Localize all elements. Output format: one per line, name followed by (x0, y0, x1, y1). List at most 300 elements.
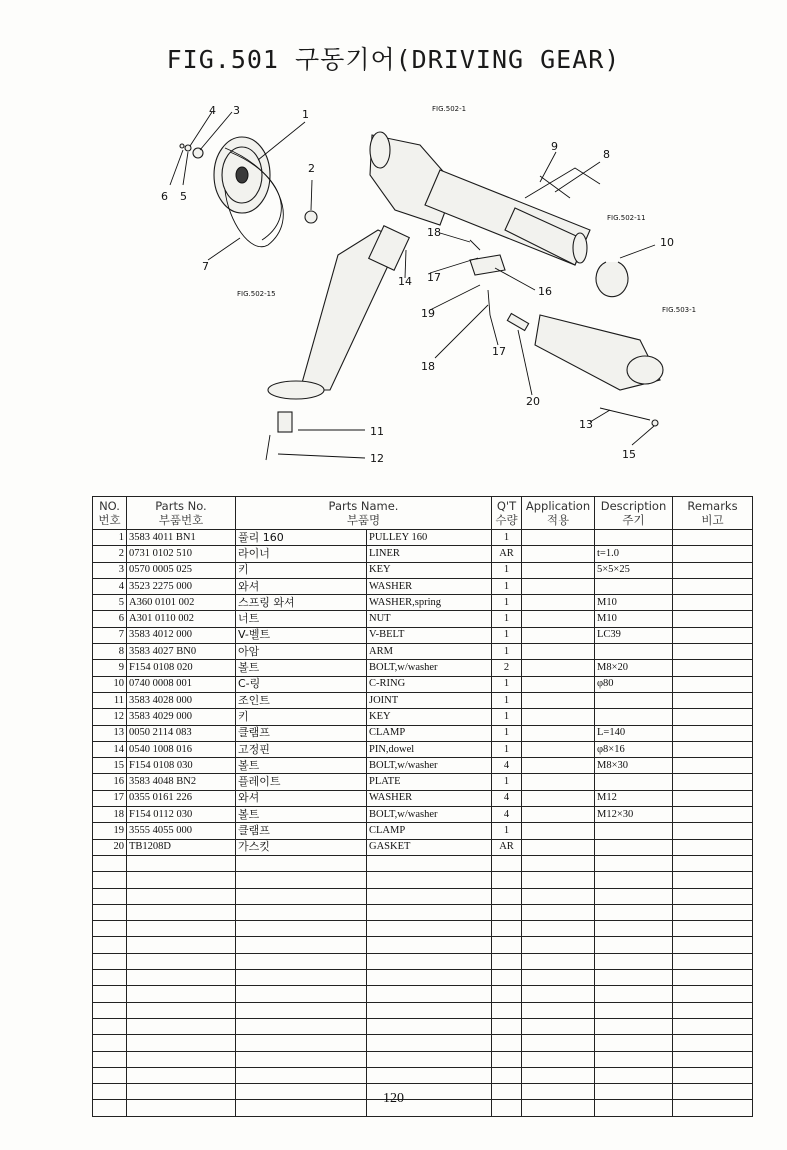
description-cell: t=1.0 (595, 546, 673, 562)
fig-ref-502-1: FIG.502-1 (432, 105, 467, 113)
empty-cell (673, 1051, 753, 1067)
row-number-cell: 6 (93, 611, 127, 627)
row-number-cell: 4 (93, 578, 127, 594)
part-number-cell: F154 0108 030 (127, 758, 236, 774)
empty-cell (595, 937, 673, 953)
callout-18b: 18 (421, 360, 435, 373)
quantity-cell: 1 (492, 562, 522, 578)
description-cell: LC39 (595, 627, 673, 643)
empty-cell (93, 921, 127, 937)
table-row (93, 578, 753, 594)
empty-cell (367, 986, 492, 1002)
empty-cell (236, 888, 367, 904)
application-cell (522, 562, 595, 578)
empty-cell (522, 1051, 595, 1067)
remarks-cell (673, 676, 753, 692)
part-number-cell: 0050 2114 083 (127, 725, 236, 741)
quantity-cell: 1 (492, 644, 522, 660)
quantity-cell: 1 (492, 627, 522, 643)
part-number-cell: F154 0112 030 (127, 807, 236, 823)
table-row (93, 774, 753, 790)
part-number-cell: 3583 4048 BN2 (127, 774, 236, 790)
row-number-cell: 3 (93, 562, 127, 578)
part-number-cell: 0570 0005 025 (127, 562, 236, 578)
empty-cell (93, 855, 127, 871)
remarks-cell (673, 660, 753, 676)
callout-11: 11 (370, 425, 384, 438)
callout-12: 12 (370, 452, 384, 465)
empty-cell (673, 1002, 753, 1018)
empty-cell (93, 937, 127, 953)
part-name-english-cell: WASHER (367, 578, 492, 594)
remarks-cell (673, 741, 753, 757)
description-cell: 5×5×25 (595, 562, 673, 578)
row-number-cell: 16 (93, 774, 127, 790)
empty-cell (367, 1051, 492, 1067)
callout-8: 8 (603, 148, 610, 161)
callout-2: 2 (308, 162, 315, 175)
empty-cell (127, 953, 236, 969)
empty-cell (673, 1035, 753, 1051)
row-number-cell: 15 (93, 758, 127, 774)
empty-table-row (93, 1002, 753, 1018)
empty-cell (492, 872, 522, 888)
empty-cell (595, 953, 673, 969)
empty-cell (93, 953, 127, 969)
empty-cell (595, 904, 673, 920)
callout-5: 5 (180, 190, 187, 203)
empty-cell (522, 937, 595, 953)
empty-cell (673, 888, 753, 904)
empty-cell (595, 1018, 673, 1034)
table-row (93, 725, 753, 741)
table-row (93, 562, 753, 578)
part-name-english-cell: PIN,dowel (367, 741, 492, 757)
callout-7: 7 (202, 260, 209, 273)
callout-17a: 17 (427, 271, 441, 284)
part-name-english-cell: BOLT,w/washer (367, 758, 492, 774)
application-cell (522, 692, 595, 708)
empty-cell (93, 1018, 127, 1034)
empty-cell (236, 1051, 367, 1067)
empty-cell (127, 970, 236, 986)
table-row (93, 823, 753, 839)
description-cell: M10 (595, 611, 673, 627)
empty-cell (522, 872, 595, 888)
quantity-cell: 1 (492, 823, 522, 839)
empty-cell (595, 1051, 673, 1067)
empty-cell (93, 1067, 127, 1083)
callout-13: 13 (579, 418, 593, 431)
description-cell: L=140 (595, 725, 673, 741)
table-row (93, 839, 753, 855)
empty-cell (522, 1018, 595, 1034)
col-application-header: Application 적용 (522, 497, 595, 530)
empty-cell (595, 1035, 673, 1051)
gear-housing (370, 132, 628, 297)
remarks-cell (673, 530, 753, 546)
part-name-korean-cell: 고정핀 (236, 741, 367, 757)
parts-table-body (93, 530, 753, 1117)
part-number-cell: 3583 4029 000 (127, 709, 236, 725)
table-row (93, 627, 753, 643)
remarks-cell (673, 562, 753, 578)
application-cell (522, 725, 595, 741)
empty-cell (367, 855, 492, 871)
part-name-korean-cell: 너트 (236, 611, 367, 627)
empty-cell (492, 937, 522, 953)
description-cell: φ80 (595, 676, 673, 692)
empty-cell (236, 921, 367, 937)
empty-cell (367, 1035, 492, 1051)
quantity-cell: 1 (492, 725, 522, 741)
empty-cell (492, 986, 522, 1002)
empty-cell (236, 953, 367, 969)
empty-cell (236, 872, 367, 888)
part-name-english-cell: CLAMP (367, 823, 492, 839)
empty-cell (127, 872, 236, 888)
part-name-korean-cell: 키 (236, 709, 367, 725)
empty-cell (522, 986, 595, 1002)
empty-table-row (93, 970, 753, 986)
callout-20: 20 (526, 395, 540, 408)
remarks-cell (673, 627, 753, 643)
empty-cell (236, 1035, 367, 1051)
table-row (93, 546, 753, 562)
row-number-cell: 11 (93, 692, 127, 708)
empty-table-row (93, 921, 753, 937)
empty-cell (127, 904, 236, 920)
empty-cell (127, 888, 236, 904)
empty-cell (492, 855, 522, 871)
application-cell (522, 611, 595, 627)
empty-cell (127, 855, 236, 871)
empty-cell (236, 937, 367, 953)
remarks-cell (673, 774, 753, 790)
empty-cell (93, 872, 127, 888)
col-description-header: Description 주기 (595, 497, 673, 530)
empty-cell (236, 986, 367, 1002)
part-number-cell: F154 0108 020 (127, 660, 236, 676)
application-cell (522, 546, 595, 562)
empty-cell (522, 921, 595, 937)
empty-cell (367, 937, 492, 953)
empty-cell (595, 970, 673, 986)
part-name-korean-cell: 와셔 (236, 578, 367, 594)
description-cell: M8×20 (595, 660, 673, 676)
empty-cell (673, 904, 753, 920)
part-name-korean-cell: 플레이트 (236, 774, 367, 790)
empty-cell (492, 1067, 522, 1083)
application-cell (522, 741, 595, 757)
empty-cell (673, 1067, 753, 1083)
remarks-cell (673, 595, 753, 611)
empty-cell (595, 1067, 673, 1083)
callout-3: 3 (233, 104, 240, 117)
remarks-cell (673, 644, 753, 660)
callout-10: 10 (660, 236, 674, 249)
row-number-cell: 5 (93, 595, 127, 611)
part-name-korean-cell: 볼트 (236, 807, 367, 823)
part-number-cell: 0540 1008 016 (127, 741, 236, 757)
remarks-cell (673, 709, 753, 725)
page-title: FIG.501 구동기어(DRIVING GEAR) (166, 45, 621, 74)
row-number-cell: 20 (93, 839, 127, 855)
description-cell: φ8×16 (595, 741, 673, 757)
application-cell (522, 758, 595, 774)
application-cell (522, 595, 595, 611)
empty-cell (367, 970, 492, 986)
empty-cell (236, 970, 367, 986)
empty-table-row (93, 1067, 753, 1083)
quantity-cell: 1 (492, 530, 522, 546)
callout-16: 16 (538, 285, 552, 298)
empty-table-row (93, 855, 753, 871)
part-name-english-cell: KEY (367, 562, 492, 578)
row-number-cell: 9 (93, 660, 127, 676)
part-number-cell: 3583 4027 BN0 (127, 644, 236, 660)
part-name-english-cell: WASHER,spring (367, 595, 492, 611)
table-row (93, 758, 753, 774)
empty-cell (236, 855, 367, 871)
part-name-korean-cell: 라이너 (236, 546, 367, 562)
empty-cell (522, 970, 595, 986)
pulley-assembly (180, 137, 317, 247)
table-row (93, 709, 753, 725)
application-cell (522, 823, 595, 839)
application-cell (522, 578, 595, 594)
callout-4: 4 (209, 104, 216, 117)
part-name-english-cell: C-RING (367, 676, 492, 692)
callout-6: 6 (161, 190, 168, 203)
fig-ref-502-15: FIG.502-15 (237, 290, 276, 298)
row-number-cell: 13 (93, 725, 127, 741)
col-parts-no-header: Parts No. 부품번호 (127, 497, 236, 530)
application-cell (522, 807, 595, 823)
empty-table-row (93, 904, 753, 920)
part-name-english-cell: JOINT (367, 692, 492, 708)
empty-cell (93, 1035, 127, 1051)
table-row (93, 660, 753, 676)
empty-table-row (93, 872, 753, 888)
callout-9: 9 (551, 140, 558, 153)
empty-cell (236, 1002, 367, 1018)
remarks-cell (673, 725, 753, 741)
part-name-korean-cell: 볼트 (236, 758, 367, 774)
empty-cell (93, 888, 127, 904)
callout-17b: 17 (492, 345, 506, 358)
remarks-cell (673, 578, 753, 594)
empty-cell (673, 872, 753, 888)
row-number-cell: 2 (93, 546, 127, 562)
part-name-english-cell: KEY (367, 709, 492, 725)
empty-cell (127, 1067, 236, 1083)
part-name-korean-cell: 와셔 (236, 790, 367, 806)
part-number-cell: 3523 2275 000 (127, 578, 236, 594)
empty-cell (673, 986, 753, 1002)
description-cell: M10 (595, 595, 673, 611)
row-number-cell: 18 (93, 807, 127, 823)
empty-cell (522, 855, 595, 871)
empty-cell (595, 855, 673, 871)
callout-1: 1 (302, 108, 309, 121)
empty-cell (127, 1035, 236, 1051)
description-cell (595, 709, 673, 725)
empty-cell (595, 921, 673, 937)
empty-cell (236, 904, 367, 920)
row-number-cell: 8 (93, 644, 127, 660)
empty-cell (673, 1018, 753, 1034)
empty-cell (492, 1051, 522, 1067)
empty-cell (595, 986, 673, 1002)
empty-cell (595, 872, 673, 888)
table-row (93, 807, 753, 823)
empty-cell (127, 1002, 236, 1018)
part-name-korean-cell: 조인트 (236, 692, 367, 708)
quantity-cell: 4 (492, 758, 522, 774)
empty-cell (673, 953, 753, 969)
part-name-english-cell: NUT (367, 611, 492, 627)
empty-cell (673, 970, 753, 986)
part-name-korean-cell: 가스킷 (236, 839, 367, 855)
quantity-cell: 1 (492, 741, 522, 757)
part-number-cell: A360 0101 002 (127, 595, 236, 611)
application-cell (522, 530, 595, 546)
empty-cell (522, 1067, 595, 1083)
remarks-cell (673, 692, 753, 708)
empty-cell (522, 888, 595, 904)
part-name-korean-cell: 클램프 (236, 725, 367, 741)
application-cell (522, 676, 595, 692)
application-cell (522, 709, 595, 725)
quantity-cell: 1 (492, 611, 522, 627)
row-number-cell: 17 (93, 790, 127, 806)
part-number-cell: TB1208D (127, 839, 236, 855)
part-number-cell: 0731 0102 510 (127, 546, 236, 562)
lower-gearbox (507, 314, 663, 426)
description-cell (595, 692, 673, 708)
remarks-cell (673, 758, 753, 774)
col-parts-name-header: Parts Name. 부품명 (236, 497, 492, 530)
description-cell (595, 823, 673, 839)
table-row (93, 692, 753, 708)
part-name-korean-cell: 클램프 (236, 823, 367, 839)
quantity-cell: 1 (492, 578, 522, 594)
empty-cell (93, 1051, 127, 1067)
empty-cell (492, 904, 522, 920)
page-number: 120 (383, 1091, 404, 1106)
remarks-cell (673, 839, 753, 855)
empty-cell (522, 1002, 595, 1018)
empty-cell (127, 986, 236, 1002)
empty-cell (492, 970, 522, 986)
empty-cell (127, 1018, 236, 1034)
table-row (93, 530, 753, 546)
part-number-cell: 3555 4055 000 (127, 823, 236, 839)
remarks-cell (673, 823, 753, 839)
table-row (93, 676, 753, 692)
part-name-english-cell: CLAMP (367, 725, 492, 741)
part-name-english-cell: BOLT,w/washer (367, 807, 492, 823)
plate-clamp (470, 240, 505, 315)
empty-cell (673, 921, 753, 937)
empty-cell (127, 921, 236, 937)
fig-ref-503-1: FIG.503-1 (662, 306, 697, 314)
quantity-cell: 1 (492, 595, 522, 611)
remarks-cell (673, 611, 753, 627)
empty-cell (367, 921, 492, 937)
application-cell (522, 774, 595, 790)
part-name-korean-cell: C-링 (236, 676, 367, 692)
row-number-cell: 10 (93, 676, 127, 692)
part-name-english-cell: PLATE (367, 774, 492, 790)
part-number-cell: 0740 0008 001 (127, 676, 236, 692)
part-name-korean-cell: 아암 (236, 644, 367, 660)
quantity-cell: 1 (492, 692, 522, 708)
quantity-cell: 4 (492, 790, 522, 806)
row-number-cell: 1 (93, 530, 127, 546)
description-cell: M12 (595, 790, 673, 806)
application-cell (522, 660, 595, 676)
empty-table-row (93, 888, 753, 904)
part-name-english-cell: ARM (367, 644, 492, 660)
vertical-shaft (266, 226, 409, 460)
empty-cell (93, 986, 127, 1002)
empty-cell (522, 1035, 595, 1051)
quantity-cell: 2 (492, 660, 522, 676)
row-number-cell: 19 (93, 823, 127, 839)
part-name-english-cell: BOLT,w/washer (367, 660, 492, 676)
description-cell (595, 774, 673, 790)
part-number-cell: 3583 4028 000 (127, 692, 236, 708)
empty-cell (93, 970, 127, 986)
application-cell (522, 627, 595, 643)
empty-cell (127, 937, 236, 953)
empty-cell (492, 1018, 522, 1034)
part-number-cell: 3583 4012 000 (127, 627, 236, 643)
description-cell (595, 530, 673, 546)
part-name-english-cell: PULLEY 160 (367, 530, 492, 546)
remarks-cell (673, 807, 753, 823)
quantity-cell: AR (492, 546, 522, 562)
description-cell (595, 644, 673, 660)
description-cell (595, 839, 673, 855)
empty-cell (367, 872, 492, 888)
empty-cell (93, 1002, 127, 1018)
empty-cell (673, 855, 753, 871)
remarks-cell (673, 790, 753, 806)
application-cell (522, 644, 595, 660)
empty-table-row (93, 986, 753, 1002)
col-no-header: NO. 번호 (93, 497, 127, 530)
row-number-cell: 14 (93, 741, 127, 757)
row-number-cell: 7 (93, 627, 127, 643)
part-name-english-cell: V-BELT (367, 627, 492, 643)
application-cell (522, 790, 595, 806)
exploded-diagram (0, 90, 787, 470)
empty-cell (595, 888, 673, 904)
part-name-korean-cell: 풀리 160 (236, 530, 367, 546)
empty-table-row (93, 937, 753, 953)
empty-cell (492, 1002, 522, 1018)
callout-19: 19 (421, 307, 435, 320)
part-name-english-cell: LINER (367, 546, 492, 562)
empty-cell (595, 1002, 673, 1018)
empty-cell (492, 1035, 522, 1051)
empty-cell (492, 953, 522, 969)
part-name-english-cell: GASKET (367, 839, 492, 855)
quantity-cell: 1 (492, 774, 522, 790)
